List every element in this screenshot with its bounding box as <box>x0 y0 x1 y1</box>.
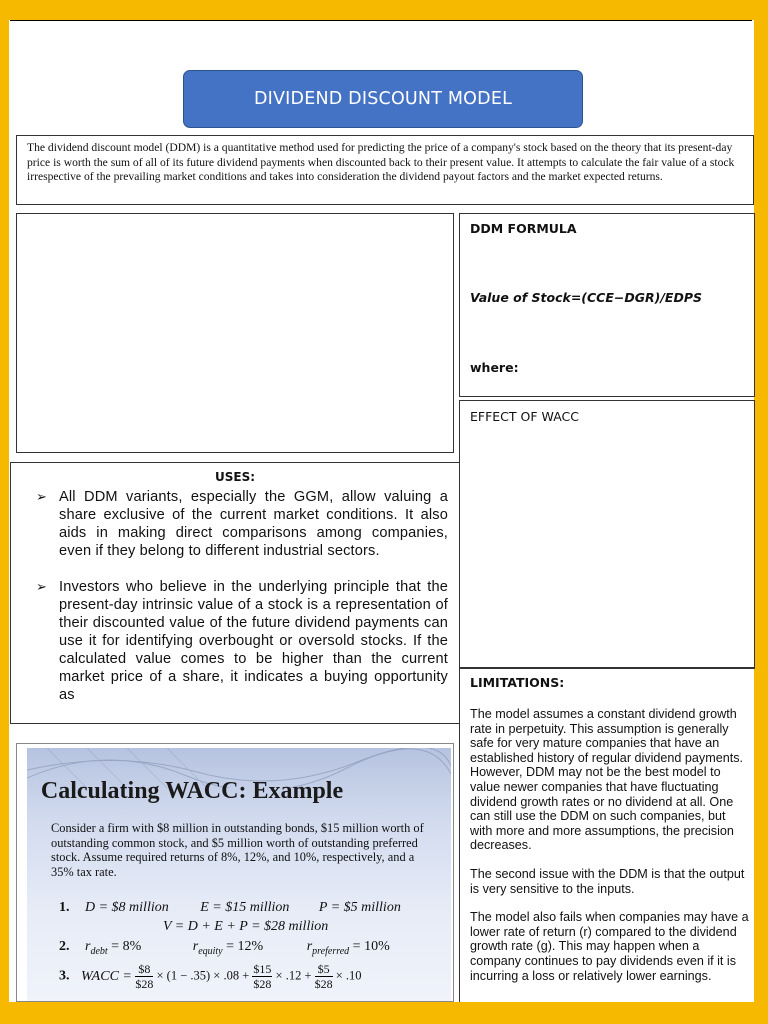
step-number: 1. <box>59 900 70 915</box>
step-3 <box>59 962 362 991</box>
math-v: V = D + E + P = $28 million <box>163 919 329 934</box>
wacc-effect-heading: EFFECT OF WACC <box>470 409 579 424</box>
limitations-heading: LIMITATIONS: <box>470 675 565 690</box>
math-term: × .12 + <box>272 968 315 983</box>
uses-item-text: All DDM variants, especially the GGM, allow valuing a share exclusive of the current market conditions. It also aids in making direct comparisons among companies, even if they belong to different industrial sectors. <box>59 489 448 559</box>
uses-heading: USES: <box>214 470 256 484</box>
math-term: × .10 <box>332 968 362 983</box>
wacc-effect-section <box>459 400 755 668</box>
bottom-border <box>0 1002 768 1024</box>
left-border <box>0 0 9 1024</box>
limitations-paragraph: The model also fails when companies may have a lower rate of return (r) compared to the dividend growth rate (g). This may happen when a company continues to pay dividends even if it is incurring a loss or relatively lower earnings. <box>470 910 749 983</box>
ddm-where-label: where: <box>470 360 519 375</box>
uses-item <box>11 488 459 560</box>
step-1 <box>59 900 401 916</box>
slide-title: Calculating WACC: Example <box>40 778 344 804</box>
uses-list <box>11 488 459 704</box>
arrow-bullet-icon: ➢ <box>36 489 48 504</box>
limitations-section <box>459 668 755 1002</box>
math-p: P = $5 million <box>318 900 401 915</box>
empty-content-box <box>16 213 454 453</box>
math-rpref: $r_{preferred} = 10\%$ <box>306 939 390 957</box>
step-2 <box>59 939 390 957</box>
ddm-formula-section <box>459 213 755 397</box>
right-border <box>754 0 768 1024</box>
math-requity: $r_{equity} = 12\%$ <box>192 939 264 957</box>
math-e: E = $15 million <box>200 900 290 915</box>
uses-section <box>10 462 460 724</box>
limitations-paragraph: The second issue with the DDM is that the output is very sensitive to the inputs. <box>470 866 745 896</box>
math-rdebt: $r_{debt} = 8\%$ <box>85 939 142 957</box>
math-wacc: WACC = <box>81 968 132 984</box>
wacc-example-slide-image <box>16 743 454 1002</box>
slide-problem-text: Consider a firm with $8 million in outstanding bonds, $15 million worth of outstanding common stock, and $5 million worth of outstanding preferred stock. Assume required returns of 8%, 12%, and 10%, respectively, and a 35% tax rate. <box>51 821 424 879</box>
top-border-line <box>10 20 752 21</box>
fraction-equity: $\frac{\$15}{\$28}$ <box>253 962 272 991</box>
fraction-preferred: $\frac{\$5}{\$28}$ <box>314 962 333 991</box>
ddm-formula-text: Value of Stock=(CCE−DGR)/EDPS <box>470 290 702 305</box>
math-d: D = $8 million <box>85 900 169 915</box>
uses-item <box>11 578 459 704</box>
arrow-bullet-icon: ➢ <box>36 579 48 594</box>
math-term: × (1 − .35) × .08 + <box>153 968 253 983</box>
step-number: 2. <box>59 939 70 954</box>
top-border <box>0 0 768 20</box>
step-number: 3. <box>59 968 70 984</box>
ddm-formula-heading: DDM FORMULA <box>470 221 577 236</box>
fraction-debt: $\frac{\$8}{\$28}$ <box>135 962 154 991</box>
limitations-paragraph: The model assumes a constant dividend growth rate in perpetuity. This assumption is generally safe for very mature companies that have an established history of regular dividend payments. However, DDM may not be the best model to value newer companies that have fluctuating dividend growth rates or no dividend at all. One can still use the DDM on such companies, but with more and more assumptions, the precision decreases. <box>470 707 744 853</box>
uses-item-text: Investors who believe in the underlying principle that the present-day intrinsic value of a stock is a representation of their discounted value of the future dividend payments can use it for identifying overbought or oversold stocks. If the calculated value comes to be higher than the current market price of a share, it indicates a buying opportunity as <box>59 579 448 703</box>
page-title: DIVIDEND DISCOUNT MODEL <box>183 70 583 128</box>
slide-background <box>27 748 451 1002</box>
intro-paragraph: The dividend discount model (DDM) is a quantitative method used for predicting the price of a company's stock based on the theory that its present-day price is worth the sum of all of its future dividend payments when discounted back to their present value. It attempts to calculate the fair value of a stock irrespective of the prevailing market conditions and takes into consideration the dividend payout factors and the market expected returns. <box>16 135 754 205</box>
limitations-body <box>470 707 750 997</box>
